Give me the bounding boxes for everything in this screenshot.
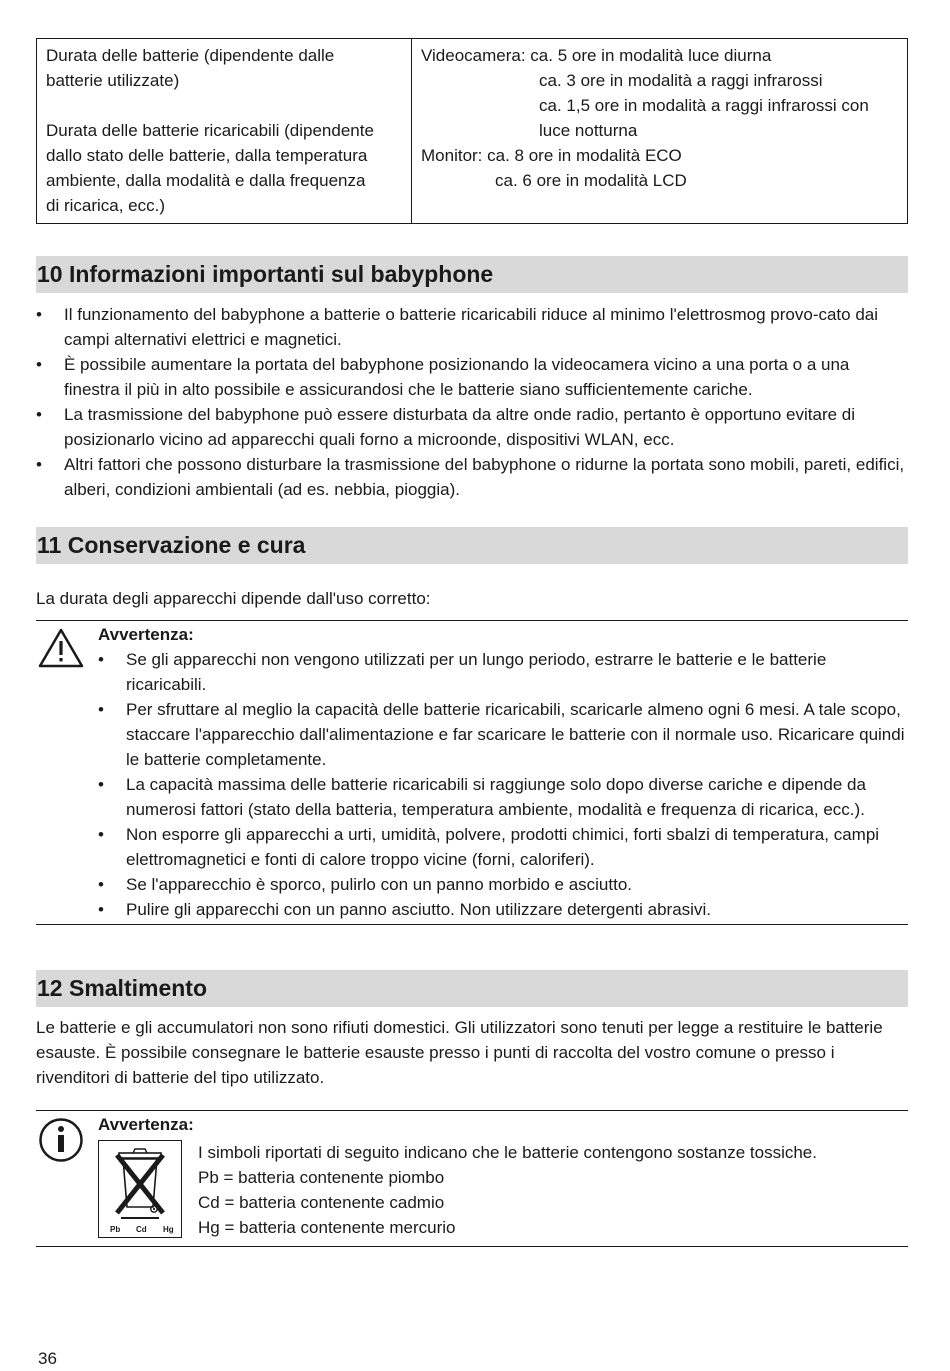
symbol-explanation bbox=[198, 1140, 817, 1240]
symbol-text: Hg = batteria contenente mercurio bbox=[198, 1218, 456, 1237]
paragraph: Le batterie e gli accumulatori non sono rifiuti domestici. Gli utilizzatori sono tenuti per legge a restituire le batterie esauste. È possibile consegnare le batterie esauste presso i punti di raccolta del vostro comune o presso i rivenditori di batterie del tipo utilizzato. bbox=[36, 1018, 883, 1087]
warning-note bbox=[36, 620, 908, 925]
list-item: • Se l'apparecchio è sporco, pulirlo con un panno morbido e asciutto. bbox=[98, 872, 908, 897]
table-cell-values bbox=[412, 39, 908, 224]
section-heading: 11 Conservazione e cura bbox=[36, 527, 908, 564]
symbol-text: I simboli riportati di seguito indicano che le batterie contengono sostanze tossiche. bbox=[198, 1143, 817, 1162]
list-item: • Se gli apparecchi non vengono utilizzati per un lungo periodo, estrarre le batterie e le batterie ricaricabili. bbox=[98, 647, 908, 697]
table-text: batterie utilizzate) bbox=[46, 71, 180, 90]
table-text: Monitor: ca. 8 ore in modalità ECO bbox=[421, 146, 682, 165]
info-note bbox=[36, 1110, 908, 1247]
table-text: ca. 3 ore in modalità a raggi infrarossi bbox=[539, 71, 823, 90]
manual-page bbox=[36, 38, 908, 1247]
list-item: • Non esporre gli apparecchi a urti, umidità, polvere, prodotti chimici, forti sbalzi di temperatura, campi elettromagnetici e fonti di calore troppo vicine (forni, caloriferi). bbox=[98, 822, 908, 872]
table-text: ambiente, dalla modalità e dalla frequenza bbox=[46, 171, 366, 190]
list-item: • È possibile aumentare la portata del babyphone posizionando la videocamera vicino a una porta o a una finestra il più in alto possibile e assicurandosi che le batterie siano sufficientemente cariche. bbox=[36, 352, 908, 402]
paragraph: La durata degli apparecchi dipende dall'uso corretto: bbox=[36, 589, 431, 608]
list-item: • Altri fattori che possono disturbare la trasmissione del babyphone o ridurne la portata sono mobili, pareti, edifici, alberi, condizioni ambientali (ad es. nebbia, pioggia). bbox=[36, 452, 908, 502]
table-text: dallo stato delle batterie, dalla temperatura bbox=[46, 146, 368, 165]
bullet-list bbox=[36, 302, 908, 502]
table-text: di ricarica, ecc.) bbox=[46, 196, 166, 215]
warning-triangle-icon bbox=[38, 627, 84, 676]
list-item: • La trasmissione del babyphone può essere disturbata da altre onde radio, pertanto è opportuno evitare di posizionarlo vicino ad apparecchi quali forno a microonde, dispositivi WLAN, ecc. bbox=[36, 402, 908, 452]
table-text: ca. 6 ore in modalità LCD bbox=[495, 171, 687, 190]
crossed-bin-battery-symbol bbox=[98, 1140, 182, 1238]
table-text: ca. 1,5 ore in modalità a raggi infrarossi con bbox=[539, 96, 869, 115]
symbol-text: Cd = batteria contenente cadmio bbox=[198, 1193, 445, 1212]
svg-text:Pb: Pb bbox=[110, 1225, 121, 1234]
bullet-list bbox=[98, 647, 908, 922]
section-heading: 10 Informazioni importanti sul babyphone bbox=[36, 256, 908, 293]
symbol-text: Pb = batteria contenente piombo bbox=[198, 1168, 445, 1187]
table-text: Durata delle batterie (dipendente dalle bbox=[46, 46, 335, 65]
table-text: Durata delle batterie ricaricabili (dipendente bbox=[46, 121, 374, 140]
list-item: • Pulire gli apparecchi con un panno asciutto. Non utilizzare detergenti abrasivi. bbox=[98, 897, 908, 922]
page-number: 36 bbox=[38, 1349, 57, 1368]
svg-text:Hg: Hg bbox=[163, 1225, 174, 1234]
note-title: Avvertenza: bbox=[98, 1115, 194, 1134]
info-icon bbox=[38, 1117, 84, 1170]
battery-duration-table bbox=[36, 38, 908, 224]
table-cell-label bbox=[37, 39, 412, 224]
table-text: Videocamera: ca. 5 ore in modalità luce diurna bbox=[421, 46, 772, 65]
list-item: • Il funzionamento del babyphone a batterie o batterie ricaricabili riduce al minimo l'elettrosmog provo-cato dai campi alternativi elettrici e magnetici. bbox=[36, 302, 908, 352]
section-heading: 12 Smaltimento bbox=[36, 970, 908, 1007]
list-item: • Per sfruttare al meglio la capacità delle batterie ricaricabili, scaricarle almeno ogni 6 mesi. A tale scopo, staccare l'apparecchio dall'alimentazione e far scaricare le batterie con il normale uso. Ricaricare quindi le batterie completamente. bbox=[98, 697, 908, 772]
table-text: luce notturna bbox=[539, 121, 638, 140]
svg-text:Cd: Cd bbox=[136, 1225, 147, 1234]
note-title: Avvertenza: bbox=[98, 625, 194, 644]
list-item: • La capacità massima delle batterie ricaricabili si raggiunge solo dopo diverse cariche e dipende da numerosi fattori (stato della batteria, temperatura ambiente, modalità e frequenza di ricarica, ecc.). bbox=[98, 772, 908, 822]
